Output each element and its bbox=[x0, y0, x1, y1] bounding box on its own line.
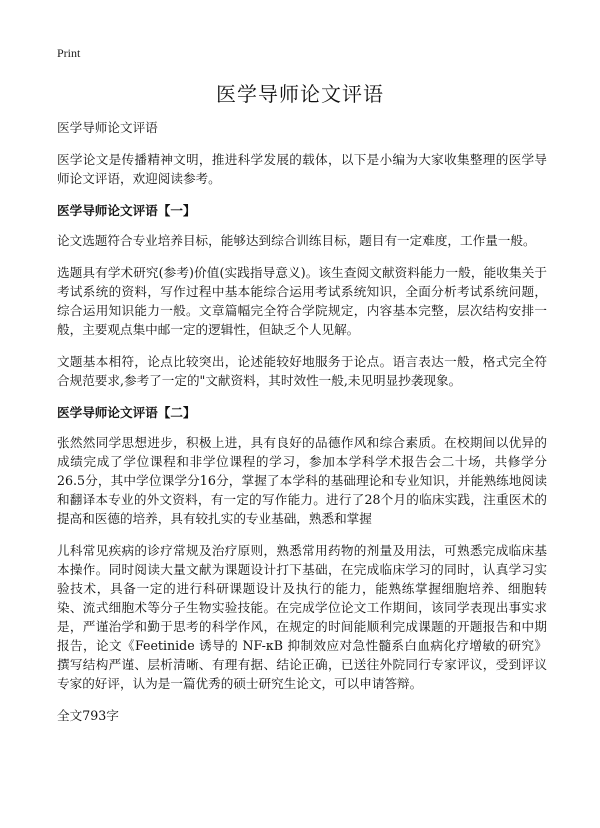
article-subtitle: 医学导师论文评语 bbox=[57, 120, 158, 135]
section-2-paragraph-2: 儿科常见疾病的诊疗常规及治疗原则，熟悉常用药物的剂量及用法，可熟悉完成临床基本操作。同时阅读大量文献为课题设计打下基础，在完成临床学习的同时，认真学习实验技术，具备一定的进行科研课题设计及执行的能力，能熟练掌握细胞培养、细胞转染、流式细胞术等分子生物实验技能。在完成学位论文工作期间，该同学表现出事实求是，严谨治学和勤于思考的科学作风，在规定的时间能顺利完成课题的开题报告和中期报告，论文《Feetinide 诱导的 NF-κB 抑制效应对急性髓系白血病化疗增敏的研究》撰写结构严谨、层析清晰、有理有据、结论正确，已送往外院同行专家评议，受到评议专家的好评，认为是一篇优秀的硕士研究生论文，可以申请答辩。 bbox=[57, 543, 547, 691]
section-heading-2: 医学导师论文评语【二】 bbox=[57, 405, 196, 420]
section-1-paragraph-3: 文题基本相符，论点比较突出，论述能较好地服务于论点。语言表达一般，格式完全符合规范要求,参考了一定的"文献资料，其时效性一般,未见明显抄袭现象。 bbox=[57, 354, 547, 388]
section-1-paragraph-2: 选题具有学术研究(参考)价值(实践指导意义)。该生查阅文献资料能力一般，能收集关于考试系统的资料，写作过程中基本能综合运用考试系统知识，全面分析考试系统问题，综合运用知识能力一般。文章篇幅完全符合学院规定，内容基本完整，层次结构安排一般，主要观点集中邮一定的逻辑性，但缺乏个人见解。 bbox=[57, 265, 547, 337]
section-heading-1: 医学导师论文评语【一】 bbox=[57, 203, 196, 218]
print-link[interactable]: Print bbox=[57, 46, 81, 60]
article-body bbox=[57, 118, 547, 725]
page-title: 医学导师论文评语 bbox=[216, 82, 384, 106]
section-1-paragraph-1: 论文选题符合专业培养目标，能够达到综合训练目标，题目有一定难度，工作量一般。 bbox=[57, 233, 536, 248]
word-count: 全文793字 bbox=[57, 708, 119, 723]
intro-paragraph: 医学论文是传播精神文明，推进科学发展的载体，以下是小编为大家收集整理的医学导师论文评语，欢迎阅读参考。 bbox=[57, 152, 547, 186]
section-2-paragraph-1: 张然然同学思想进步，积极上进，具有良好的品德作风和综合素质。在校期间以优异的成绩完成了学位课程和非学位课程的学习，参加本学科学术报告会二十场，共修学分26.5分，其中学位课学分16分，掌握了本学科的基础理论和专业知识，并能熟练地阅读和翻译本专业的外文资料，有一定的写作能力。进行了28个月的临床实践，注重医术的提高和医德的培养，具有较扎实的专业基础，熟悉和掌握 bbox=[57, 435, 547, 526]
